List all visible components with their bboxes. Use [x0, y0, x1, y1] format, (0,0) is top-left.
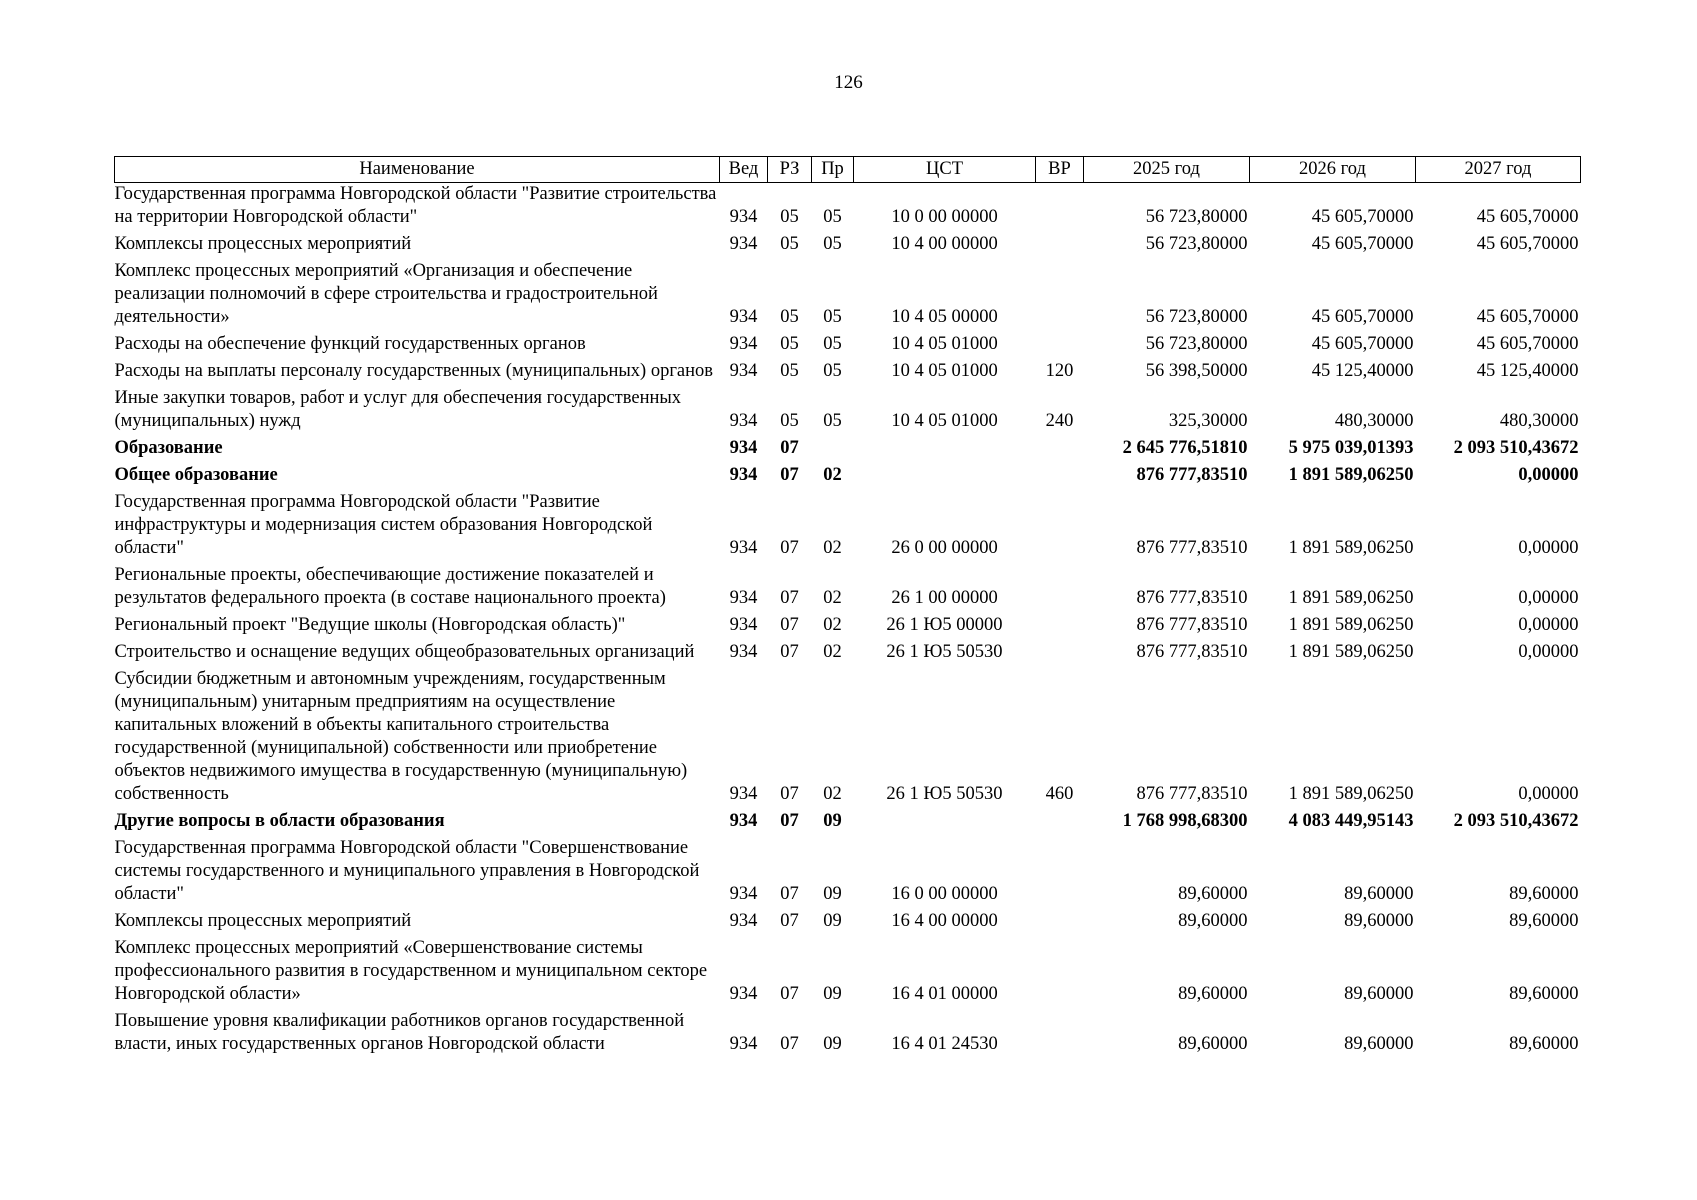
cell-2025: 89,60000	[1178, 911, 1248, 931]
cell-vr	[1036, 183, 1084, 234]
cell-2026: 480,30000	[1334, 411, 1414, 431]
cell-pr: 09	[823, 984, 842, 1004]
cell-rz: 07	[780, 438, 799, 458]
table-body	[115, 183, 1581, 1061]
cell-vr	[1036, 564, 1084, 614]
cell-name: Расходы на выплаты персоналу государственных (муниципальных) органов	[114, 361, 714, 381]
cell-pr: 02	[823, 465, 842, 485]
cell-2026: 4 083 449,95143	[1288, 811, 1414, 831]
cell-ved: 934	[729, 784, 758, 804]
cell-pr: 05	[823, 307, 842, 327]
cell-pr: 05	[823, 361, 842, 381]
cell-2027: 2 093 510,43672	[1453, 811, 1579, 831]
cell-vr	[1036, 614, 1084, 641]
cell-2027: 89,60000	[1509, 1034, 1579, 1054]
cell-ved: 934	[729, 811, 758, 831]
cell-vr	[1036, 233, 1084, 260]
budget-table	[114, 156, 1581, 1060]
header-name: Наименование	[115, 157, 720, 183]
cell-name: Повышение уровня квалификации работников органов государственной власти, иных государственных органов Новгородской области	[114, 1011, 685, 1054]
cell-2026: 1 891 589,06250	[1288, 588, 1414, 608]
cell-rz: 07	[780, 984, 799, 1004]
cell-vr	[1036, 837, 1084, 910]
cell-cst: 10 0 00 00000	[891, 207, 998, 227]
table-row	[115, 810, 1581, 837]
cell-cst: 16 4 01 24530	[891, 1034, 998, 1054]
cell-cst: 26 1 00 00000	[891, 588, 998, 608]
cell-name: Иные закупки товаров, работ и услуг для обеспечения государственных (муниципальных) нужд	[114, 388, 682, 431]
header-pr: Пр	[812, 157, 854, 183]
cell-2027: 0,00000	[1518, 615, 1579, 635]
cell-2025: 89,60000	[1178, 884, 1248, 904]
cell-vr: 240	[1045, 411, 1074, 431]
table-row	[115, 233, 1581, 260]
cell-rz: 05	[780, 361, 799, 381]
cell-2025: 56 723,80000	[1145, 307, 1248, 327]
cell-name: Комплекс процессных мероприятий «Совершенствование системы профессионального развития в государственном и муниципальном секторе Новгородской области»	[114, 938, 708, 1004]
cell-vr	[1036, 1010, 1084, 1060]
cell-2025: 56 723,80000	[1145, 207, 1248, 227]
cell-2027: 45 605,70000	[1476, 234, 1579, 254]
cell-2027: 45 605,70000	[1476, 307, 1579, 327]
cell-rz: 07	[780, 465, 799, 485]
cell-cst: 26 1 Ю5 00000	[886, 615, 1003, 635]
cell-ved: 934	[729, 1034, 758, 1054]
cell-ved: 934	[729, 884, 758, 904]
cell-2026: 89,60000	[1344, 911, 1414, 931]
cell-ved: 934	[729, 307, 758, 327]
cell-pr: 02	[823, 642, 842, 662]
cell-2025: 876 777,83510	[1136, 538, 1248, 558]
header-2027: 2027 год	[1416, 157, 1581, 183]
cell-name: Другие вопросы в области образования	[114, 811, 445, 831]
cell-ved: 934	[729, 438, 758, 458]
table-row	[115, 668, 1581, 810]
cell-vr: 460	[1045, 784, 1074, 804]
cell-name: Государственная программа Новгородской области "Развитие инфраструктуры и модернизация систем образования Новгородской области"	[114, 492, 653, 558]
cell-2027: 0,00000	[1518, 642, 1579, 662]
cell-pr: 09	[823, 911, 842, 931]
cell-2027: 0,00000	[1518, 588, 1579, 608]
cell-2027: 45 605,70000	[1476, 334, 1579, 354]
cell-2026: 1 891 589,06250	[1288, 784, 1414, 804]
cell-2025: 876 777,83510	[1136, 642, 1248, 662]
cell-cst: 10 4 00 00000	[891, 234, 998, 254]
cell-ved: 934	[729, 411, 758, 431]
table-header-row	[115, 157, 1581, 183]
cell-cst: 16 4 01 00000	[891, 984, 998, 1004]
cell-vr	[1036, 937, 1084, 1010]
cell-2025: 2 645 776,51810	[1122, 438, 1248, 458]
cell-cst	[854, 810, 1036, 837]
cell-2026: 89,60000	[1344, 884, 1414, 904]
page-number: 126	[834, 72, 863, 93]
cell-name: Государственная программа Новгородской области "Совершенствование системы государственного и муниципального управления в Новгородской области"	[114, 838, 700, 904]
cell-vr	[1036, 260, 1084, 333]
cell-pr: 05	[823, 234, 842, 254]
cell-2026: 1 891 589,06250	[1288, 615, 1414, 635]
cell-name: Строительство и оснащение ведущих общеобразовательных организаций	[114, 642, 695, 662]
cell-name: Государственная программа Новгородской области "Развитие строительства на территории Новгородской области"	[114, 184, 717, 227]
cell-pr	[812, 437, 854, 464]
cell-rz: 05	[780, 307, 799, 327]
cell-2026: 45 605,70000	[1311, 234, 1414, 254]
cell-vr	[1036, 333, 1084, 360]
table-row	[115, 1010, 1581, 1060]
cell-2027: 89,60000	[1509, 911, 1579, 931]
cell-2025: 876 777,83510	[1136, 465, 1248, 485]
cell-vr	[1036, 810, 1084, 837]
cell-2027: 2 093 510,43672	[1453, 438, 1579, 458]
cell-rz: 05	[780, 207, 799, 227]
cell-ved: 934	[729, 984, 758, 1004]
cell-pr: 05	[823, 411, 842, 431]
cell-ved: 934	[729, 334, 758, 354]
cell-rz: 07	[780, 538, 799, 558]
cell-ved: 934	[729, 911, 758, 931]
cell-rz: 07	[780, 811, 799, 831]
cell-pr: 02	[823, 538, 842, 558]
cell-2027: 0,00000	[1518, 784, 1579, 804]
cell-cst	[854, 437, 1036, 464]
cell-vr	[1036, 641, 1084, 668]
cell-2025: 1 768 998,68300	[1122, 811, 1248, 831]
cell-cst: 26 0 00 00000	[891, 538, 998, 558]
cell-2027: 89,60000	[1509, 884, 1579, 904]
cell-pr: 02	[823, 615, 842, 635]
header-vr: ВР	[1036, 157, 1084, 183]
cell-rz: 07	[780, 1034, 799, 1054]
table-row	[115, 937, 1581, 1010]
cell-name: Комплексы процессных мероприятий	[114, 911, 412, 931]
cell-rz: 07	[780, 642, 799, 662]
cell-vr	[1036, 464, 1084, 491]
cell-name: Региональные проекты, обеспечивающие достижение показателей и результатов федерального проекта (в составе национального проекта)	[114, 565, 666, 608]
cell-2025: 56 723,80000	[1145, 234, 1248, 254]
cell-pr: 09	[823, 1034, 842, 1054]
table-row	[115, 910, 1581, 937]
cell-name: Образование	[114, 438, 223, 458]
cell-2026: 1 891 589,06250	[1288, 538, 1414, 558]
cell-2025: 56 723,80000	[1145, 334, 1248, 354]
header-cst: ЦСТ	[854, 157, 1036, 183]
cell-ved: 934	[729, 361, 758, 381]
cell-2027: 480,30000	[1499, 411, 1579, 431]
cell-2027: 0,00000	[1518, 538, 1579, 558]
cell-2025: 89,60000	[1178, 984, 1248, 1004]
cell-cst	[854, 464, 1036, 491]
cell-rz: 07	[780, 884, 799, 904]
cell-2027: 45 125,40000	[1476, 361, 1579, 381]
cell-rz: 05	[780, 334, 799, 354]
cell-cst: 16 0 00 00000	[891, 884, 998, 904]
cell-cst: 26 1 Ю5 50530	[886, 642, 1003, 662]
table-row	[115, 333, 1581, 360]
header-2025: 2025 год	[1084, 157, 1250, 183]
cell-pr: 02	[823, 588, 842, 608]
table-row	[115, 387, 1581, 437]
cell-ved: 934	[729, 465, 758, 485]
header-rz: РЗ	[768, 157, 812, 183]
cell-pr: 09	[823, 811, 842, 831]
cell-vr: 120	[1045, 361, 1074, 381]
cell-2026: 45 605,70000	[1311, 334, 1414, 354]
cell-name: Комплекс процессных мероприятий «Организация и обеспечение реализации полномочий в сфере строительства и градостроительной деятельности»	[114, 261, 658, 327]
table-row	[115, 360, 1581, 387]
cell-2025: 876 777,83510	[1136, 784, 1248, 804]
cell-2027: 89,60000	[1509, 984, 1579, 1004]
cell-name: Субсидии бюджетным и автономным учреждениям, государственным (муниципальным) унитарным предприятиям на осуществление капитальных вложений в объекты капитального строительства государственной (муниципальной) собственности или приобретение объектов недвижимого имущества в государственную (муниципальную) собственность	[114, 669, 688, 804]
header-ved: Вед	[720, 157, 768, 183]
cell-vr	[1036, 491, 1084, 564]
cell-rz: 07	[780, 784, 799, 804]
cell-rz: 05	[780, 411, 799, 431]
cell-2026: 45 605,70000	[1311, 207, 1414, 227]
cell-2026: 89,60000	[1344, 1034, 1414, 1054]
cell-cst: 26 1 Ю5 50530	[886, 784, 1003, 804]
cell-2026: 45 125,40000	[1311, 361, 1414, 381]
cell-cst: 16 4 00 00000	[891, 911, 998, 931]
cell-ved: 934	[729, 642, 758, 662]
table-row	[115, 564, 1581, 614]
header-2026: 2026 год	[1250, 157, 1416, 183]
table-row	[115, 641, 1581, 668]
cell-name: Комплексы процессных мероприятий	[114, 234, 412, 254]
table-row	[115, 183, 1581, 234]
cell-cst: 10 4 05 01000	[891, 334, 998, 354]
cell-rz: 07	[780, 588, 799, 608]
cell-pr: 09	[823, 884, 842, 904]
table-row	[115, 437, 1581, 464]
cell-2027: 45 605,70000	[1476, 207, 1579, 227]
cell-ved: 934	[729, 588, 758, 608]
cell-rz: 07	[780, 615, 799, 635]
cell-cst: 10 4 05 00000	[891, 307, 998, 327]
cell-2026: 1 891 589,06250	[1288, 642, 1414, 662]
cell-name: Региональный проект "Ведущие школы (Новгородская область)"	[114, 615, 626, 635]
cell-cst: 10 4 05 01000	[891, 411, 998, 431]
cell-pr: 02	[823, 784, 842, 804]
cell-ved: 934	[729, 538, 758, 558]
cell-cst: 10 4 05 01000	[891, 361, 998, 381]
cell-ved: 934	[729, 234, 758, 254]
cell-vr	[1036, 437, 1084, 464]
cell-vr	[1036, 910, 1084, 937]
cell-pr: 05	[823, 207, 842, 227]
cell-name: Общее образование	[114, 465, 278, 485]
cell-pr: 05	[823, 334, 842, 354]
table-row	[115, 491, 1581, 564]
cell-2026: 1 891 589,06250	[1288, 465, 1414, 485]
table-row	[115, 614, 1581, 641]
cell-2025: 89,60000	[1178, 1034, 1248, 1054]
table-row	[115, 464, 1581, 491]
table-row	[115, 260, 1581, 333]
cell-2025: 876 777,83510	[1136, 615, 1248, 635]
cell-2025: 325,30000	[1168, 411, 1248, 431]
cell-2025: 56 398,50000	[1145, 361, 1248, 381]
cell-rz: 05	[780, 234, 799, 254]
cell-2026: 5 975 039,01393	[1288, 438, 1414, 458]
cell-ved: 934	[729, 207, 758, 227]
cell-2026: 45 605,70000	[1311, 307, 1414, 327]
cell-2025: 876 777,83510	[1136, 588, 1248, 608]
cell-ved: 934	[729, 615, 758, 635]
cell-2026: 89,60000	[1344, 984, 1414, 1004]
cell-name: Расходы на обеспечение функций государственных органов	[114, 334, 586, 354]
cell-rz: 07	[780, 911, 799, 931]
table-row	[115, 837, 1581, 910]
cell-2027: 0,00000	[1518, 465, 1579, 485]
